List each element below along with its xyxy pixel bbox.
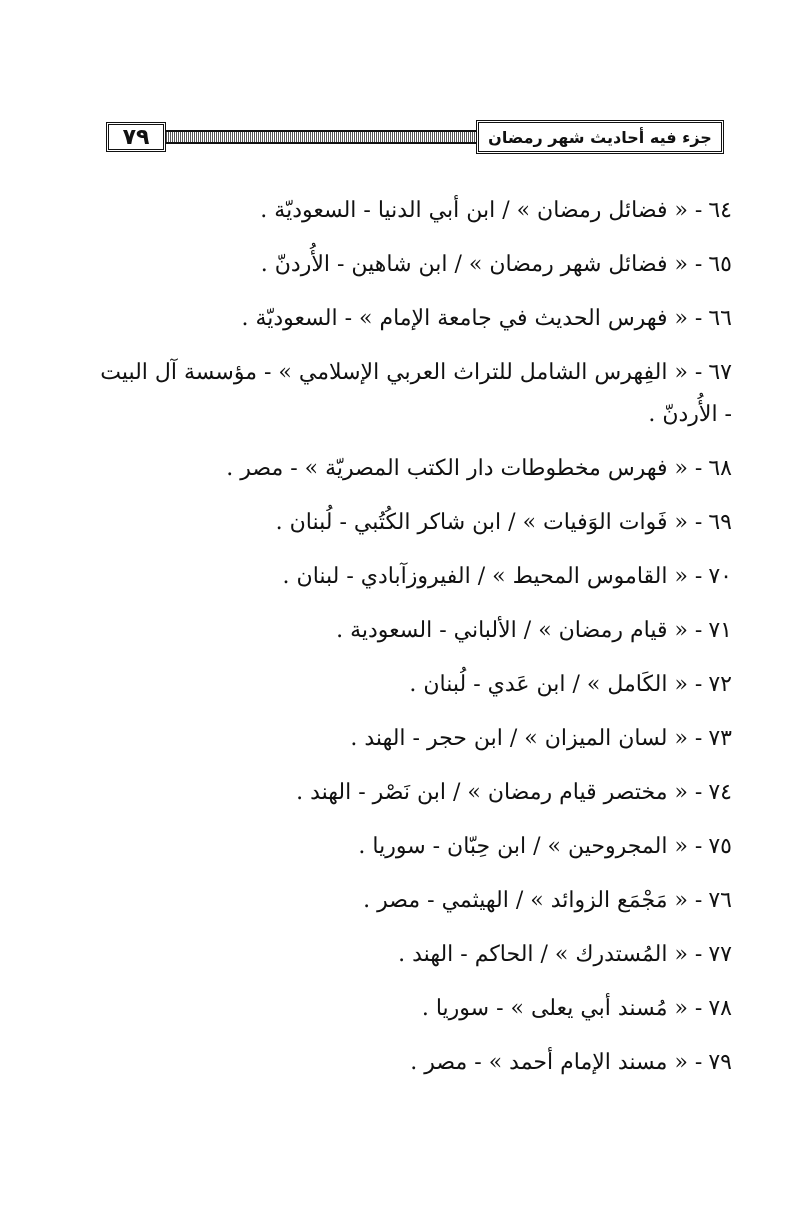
bibliography-entry: [100, 928, 732, 982]
entry-number: ٧٠: [708, 564, 732, 589]
entry-number: ٦٨: [708, 456, 732, 481]
entry-number: ٧٣: [708, 726, 732, 751]
bibliography-entry: [100, 1036, 732, 1090]
entry-text: - « فضائل رمضان » / ابن أبي الدنيا - السعوديّة .: [260, 198, 703, 223]
bibliography-entry: [100, 604, 732, 658]
entry-number: ٧٩: [708, 1050, 732, 1075]
bibliography-entry: [100, 820, 732, 874]
entry-text: - « مَجْمَع الزوائد » / الهيثمي - مصر .: [363, 888, 703, 913]
entry-number: ٧١: [708, 618, 732, 643]
entry-number: ٧٢: [708, 672, 732, 697]
bibliography-entry: [100, 550, 732, 604]
entry-text: - « الكَامل » / ابن عَدي - لُبنان .: [409, 672, 703, 697]
entry-text: - « المُستدرك » / الحاكم - الهند .: [398, 942, 703, 967]
entry-text: - « فهرس الحديث في جامعة الإمام » - السعوديّة .: [241, 306, 703, 331]
bibliography-entry: [100, 496, 732, 550]
bibliography-entry: [100, 292, 732, 346]
entry-text: - « الفِهرس الشامل للتراث العربي الإسلامي » - مؤسسة آل البيت - الأُردنّ .: [100, 360, 732, 427]
entry-number: ٧٤: [708, 780, 732, 805]
bibliography-entry: [100, 712, 732, 766]
entry-text: - « فَوات الوَفيات » / ابن شاكر الكُتُبي - لُبنان .: [275, 510, 703, 535]
entry-text: - « فضائل شهر رمضان » / ابن شاهين - الأُردنّ .: [260, 252, 703, 277]
running-title: جزء فيه أحاديث شهر رمضان: [476, 120, 724, 154]
entry-text: - « لسان الميزان » / ابن حجر - الهند .: [350, 726, 703, 751]
entry-number: ٦٧: [708, 360, 732, 385]
entry-text: - « مختصر قيام رمضان » / ابن نَصْر - الهند .: [296, 780, 703, 805]
bibliography-entry: [100, 766, 732, 820]
entry-number: ٦٩: [708, 510, 732, 535]
entry-text: - « فهرس مخطوطات دار الكتب المصريّة » - مصر .: [226, 456, 703, 481]
bibliography-entry: [100, 442, 732, 496]
entry-text: - « مسند الإمام أحمد » - مصر .: [410, 1050, 703, 1075]
bibliography-list: [100, 184, 732, 1090]
entry-number: ٧٥: [708, 834, 732, 859]
entry-text: - « المجروحين » / ابن حِبّان - سوريا .: [358, 834, 703, 859]
page-header: [106, 118, 724, 156]
bibliography-entry: [100, 352, 732, 436]
bibliography-entry: [100, 184, 732, 238]
entry-number: ٦٦: [708, 306, 732, 331]
bibliography-entry: [100, 874, 732, 928]
entry-number: ٧٧: [708, 942, 732, 967]
entry-text: - « القاموس المحيط » / الفيروزآبادي - لبنان .: [282, 564, 703, 589]
entry-text: - « مُسند أبي يعلى » - سوريا .: [421, 996, 703, 1021]
bibliography-entry: [100, 238, 732, 292]
entry-number: ٧٨: [708, 996, 732, 1021]
entry-number: ٦٤: [708, 198, 732, 223]
header-rule: [166, 130, 476, 144]
entry-number: ٦٥: [708, 252, 732, 277]
entry-text: - « قيام رمضان » / الألباني - السعودية .: [336, 618, 703, 643]
bibliography-entry: [100, 658, 732, 712]
entry-number: ٧٦: [708, 888, 732, 913]
bibliography-entry: [100, 982, 732, 1036]
page-number: ٧٩: [106, 122, 166, 152]
